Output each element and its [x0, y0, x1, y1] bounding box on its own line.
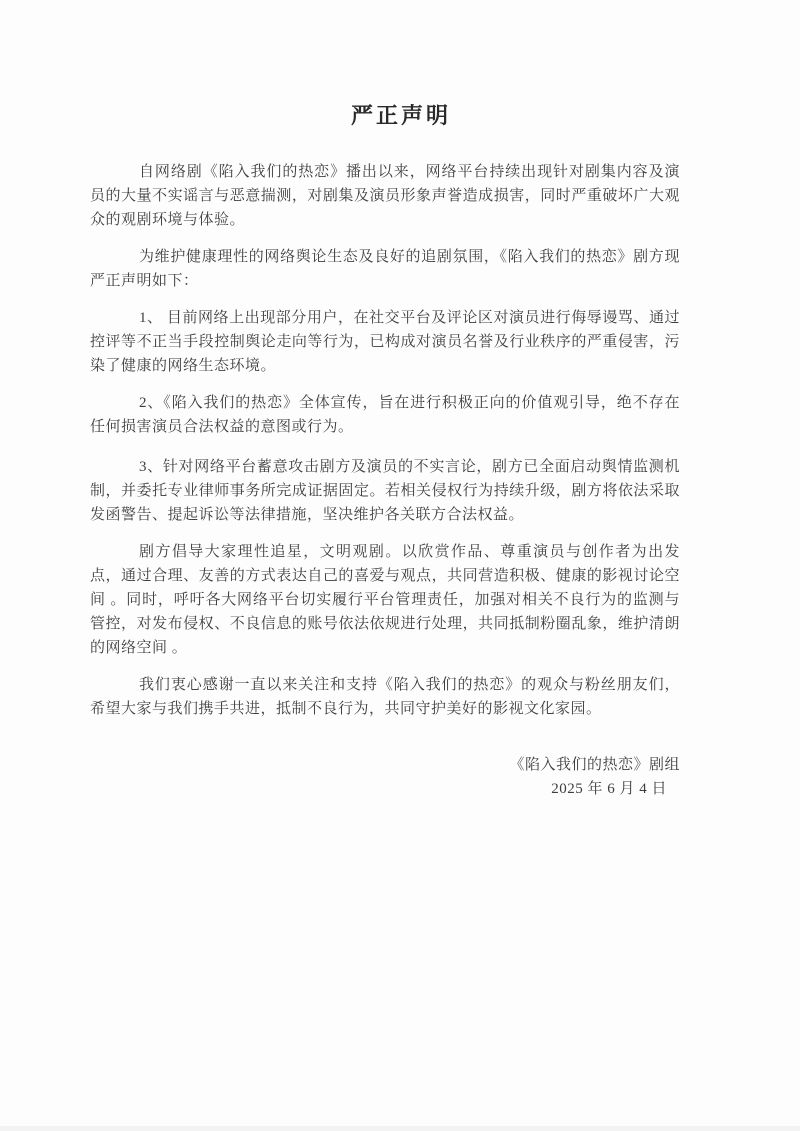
- signature-date: 2025 年 6 月 4 日: [551, 781, 667, 797]
- statement-item-2: 2、《陷入我们的热恋》全体宣传，旨在进行积极正向的价值观引导，绝不存在任何损害演员合法权益的意图或行为。: [90, 395, 680, 435]
- statement-item-1: 1、 目前网络上出现部分用户，在社交平台及评论区对演员进行侮辱谩骂、通过控评等不正当手段控制舆论走向等行为，已构成对演员名誉及行业秩序的严重侵害，污染了健康的网络生态环境。: [90, 310, 680, 374]
- statement-paragraph-intro: 自网络剧《陷入我们的热恋》播出以来，网络平台持续出现针对剧集内容及演员的大量不实谣言与恶意揣测，对剧集及演员形象声誉造成损害，同时严重破坏广大观众的观剧环境与体验。: [90, 164, 680, 228]
- signature: 《陷入我们的热恋》剧组: [509, 757, 680, 773]
- statement-paragraph-thanks: 我们衷心感谢一直以来关注和支持《陷入我们的热恋》的观众与粉丝朋友们，希望大家与我们携手共进，抵制不良行为，共同守护美好的影视文化家园。: [90, 677, 680, 717]
- statement-document: [90, 0, 680, 801]
- page-edge-shadow: [0, 1126, 800, 1131]
- statement-paragraph-declaration-lead: 为维护健康理性的网络舆论生态及良好的追剧氛围，《陷入我们的热恋》剧方现严正声明如下：: [90, 249, 680, 289]
- document-title: 严正声明: [350, 103, 451, 128]
- signature-block: [90, 753, 680, 801]
- statement-item-3: 3、针对网络平台蓄意攻击剧方及演员的不实言论，剧方已全面启动舆情监测机制，并委托专业律师事务所完成证据固定。若相关侵权行为持续升级，剧方将依法采取发函警告、提起诉讼等法律措施，坚决维护各关联方合法权益。: [90, 459, 680, 523]
- statement-paragraph-advocacy: 剧方倡导大家理性追星，文明观剧。以欣赏作品、尊重演员与创作者为出发点，通过合理、友善的方式表达自己的喜爱与观点，共同营造积极、健康的影视讨论空间 。同时，呼吁各大网络平台切实履行平台管理责任，加强对相关不良行为的监测与管控，对发布侵权、不良信息的账号依法依规进行处理，共同抵制粉圈乱象，维护清朗的网络空间 。: [90, 544, 680, 656]
